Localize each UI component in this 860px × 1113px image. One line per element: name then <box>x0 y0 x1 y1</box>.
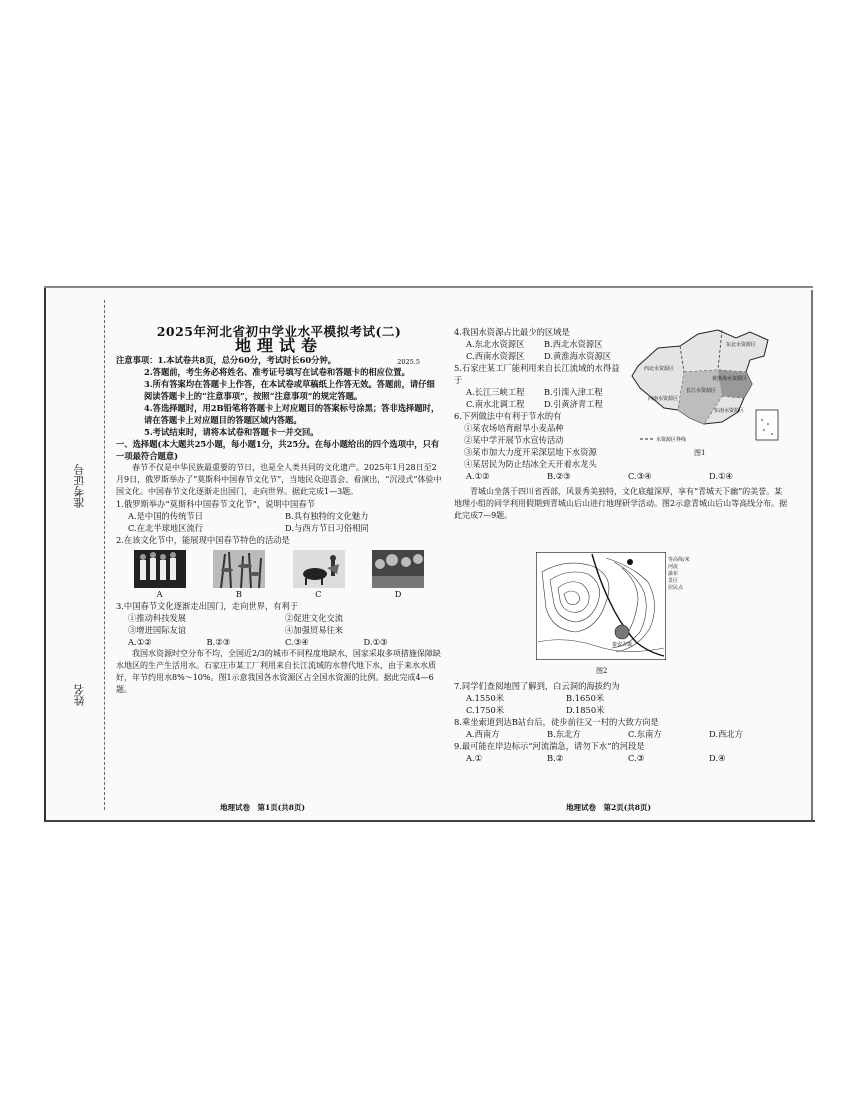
question-1 <box>116 498 442 534</box>
photo-label-d: D <box>394 589 402 599</box>
photo-label-a: A <box>156 589 163 599</box>
name-label: 姓名 <box>73 684 86 706</box>
option-c: C.1750米 <box>466 705 505 715</box>
statement-4: ④加强贸易往来 <box>285 625 344 635</box>
photo-c-bullfight <box>293 550 345 588</box>
note-item: 3.所有答案均在答题卡上作答，在本试卷或草稿纸上作答无效。答题前，请仔细阅读答题卡上的“注意事项”，按照“注意事项”的规定答题。 <box>144 379 435 401</box>
footer-right: 地理试卷 第2页(共8页) <box>566 803 652 812</box>
photo-d-festival <box>372 550 424 588</box>
exam-title: 2025年河北省初中学业水平模拟考试(二) <box>156 324 402 339</box>
legend-item-settlement: 居民点 <box>668 585 684 591</box>
option-d: D.①③ <box>363 637 388 647</box>
option-b: B.②③ <box>547 471 571 481</box>
option-c: C.③ <box>628 753 645 763</box>
option-a: A.是中国的传统节日 <box>128 511 204 521</box>
question-3 <box>116 600 442 648</box>
option-a: A.长江三峡工程 <box>466 387 525 397</box>
region-label-se: 东南水资源区 <box>714 408 745 414</box>
question-9 <box>454 740 790 764</box>
option-c: C.南水北调工程 <box>466 399 525 409</box>
question-8 <box>454 716 790 740</box>
option-a: A.东北水资源区 <box>466 339 525 349</box>
region-label-hhh: 黄淮海水资源区 <box>712 376 748 382</box>
option-d: D.引黄济青工程 <box>544 399 603 409</box>
qingcheng-contour-map <box>536 552 666 660</box>
figure-1-caption: 图1 <box>694 449 706 457</box>
statement-1: ①推动科技发展 <box>128 613 187 623</box>
option-c: C.③④ <box>285 637 309 647</box>
option-b: B.1650米 <box>566 693 605 703</box>
right-page-lower <box>454 680 790 764</box>
note-item: 4.答选择题时，用2B铅笔将答题卡上对应题目的答案标号涂黑；答非选择题时，请在答题卡上对应题目的答题区域内答题。 <box>144 403 440 425</box>
paper-right-edge <box>811 290 813 820</box>
settlement <box>615 625 629 639</box>
option-a: A.1550米 <box>466 693 505 703</box>
region-label-cj: 长江水资源区 <box>686 388 717 394</box>
option-c: C.在北半球地区流行 <box>128 523 204 533</box>
note-item: 5.考试结束时，请将本试卷和答题卡一并交回。 <box>144 427 319 437</box>
option-d: D.①④ <box>709 471 733 481</box>
question-5 <box>454 362 622 410</box>
passage-1: 春节不仅是中华民族最重要的节日，也是全人类共同的文化遗产。2025年1月28日至2月9日，俄罗斯举办了“莫斯科中国春节文化节”，当地民众迎喜会、看演出，“沉浸式”体验中国文化。中国春节文化逐渐走出国门，走向世界。据此完成1—3题。 <box>116 463 442 496</box>
option-b: B.引滦入津工程 <box>544 387 603 397</box>
option-d: D.黄淮海水资源区 <box>544 351 612 361</box>
option-c: C.③④ <box>628 471 652 481</box>
option-d: D.与西方节日习俗相同 <box>285 523 369 533</box>
left-page <box>116 326 442 696</box>
legend-label: 水资源区界线 <box>656 437 687 443</box>
option-b: B.东北方 <box>547 729 581 739</box>
question-4 <box>454 326 622 362</box>
region-label-nw: 西北水资源区 <box>644 366 675 372</box>
option-a: A.① <box>466 753 483 763</box>
option-b: B.②③ <box>206 637 231 647</box>
statement-2: ②某中学开展节水宣传活动 <box>464 435 564 445</box>
statement-2: ②促进文化交流 <box>285 613 344 623</box>
statement-3: ③增进国际友谊 <box>128 625 187 635</box>
south-china-sea-inset <box>756 410 778 440</box>
binding-line <box>104 300 105 810</box>
exam-number-label: 准考证号 <box>73 464 86 508</box>
notes <box>116 354 442 438</box>
question-stem: 5.石家庄某工厂能利用来自长江流域的水得益于 <box>454 363 620 385</box>
question-7 <box>454 680 790 716</box>
photo-label-b: B <box>235 589 242 599</box>
question-stem: 9.最可能在岸边标示“河流湍急，请勿下水”的河段是 <box>454 741 645 751</box>
question-stem: 2.在该文化节中，能展现中国春节特色的活动是 <box>116 535 290 545</box>
footer-left: 地理试卷 第1页(共8页) <box>220 803 306 812</box>
statement-4: ④某居民为防止结冰全天开着水龙头 <box>464 459 597 469</box>
question-stem: 1.俄罗斯举办“莫斯科中国春节文化节”，说明中国春节 <box>116 499 315 509</box>
exam-date: 2025.5 <box>397 358 420 366</box>
subject-title: 地理试卷 <box>234 336 323 355</box>
peak <box>627 559 633 565</box>
option-d: D.西北方 <box>709 729 743 739</box>
china-water-regions-map <box>618 326 790 448</box>
passage-3: 青城山坐落于四川省西部，风景秀美独特，文化底蕴深厚，享有“青城天下幽”的美誉。某地理小组的同学利用假期到青城山后山进行地理研学活动。图2示意青城山后山等高线分布。据此完成7—9题。 <box>454 487 788 520</box>
question-stem: 6.下列做法中有利于节水的有 <box>454 411 562 421</box>
question-stem: 3.中国春节文化逐渐走出国门，走向世界，有利于 <box>116 601 299 611</box>
photo-b-corn <box>213 550 265 588</box>
option-a: A.①② <box>466 471 490 481</box>
binding-margin <box>46 288 118 818</box>
notes-label: 注意事项： <box>116 355 158 365</box>
note-item: 1.本试卷共8页，总分60分，考试时长60分钟。 <box>157 355 337 365</box>
option-b: B.具有独特的文化魅力 <box>285 511 369 521</box>
section-heading: 一、选择题(本大题共25小题，每小题1分，共25分。在每小题给出的四个选项中，只有一项最符合题意) <box>116 439 440 461</box>
question-stem: 4.我国水资源占比最少的区域是 <box>454 327 570 337</box>
option-c: C.西南水资源区 <box>466 351 525 361</box>
region-label-ne: 东北水资源区 <box>726 342 757 348</box>
option-b: B.西北水资源区 <box>544 339 603 349</box>
option-b: B.② <box>547 753 564 763</box>
question-stem: 7.同学们查阅地图了解到，白云洞的海拔约为 <box>454 681 620 691</box>
statement-3: ③某市加大力度开采深层地下水资源 <box>464 447 597 457</box>
legend-item-scenic: 景区 <box>668 578 679 584</box>
question-stem: 8.乘坐索道到达B站台后，徒步前往又一村的大致方向是 <box>454 717 659 727</box>
option-d: D.④ <box>709 753 726 763</box>
passage-2: 我国水资源时空分布不均，全国近2/3的城市不同程度地缺水，国家采取多项措施保障缺水地区的生产生活用水。石家庄市某工厂利用来自长江流域的水替代地下水，由于来水水质好，年节约用水8%～10%。图1示意我国各水资源区占全国水资源的比例。据此完成4—6题。 <box>116 649 441 694</box>
legend-item-contour: 等高线/米 <box>668 557 690 563</box>
option-a: A.西南方 <box>466 729 500 739</box>
option-c: C.东南方 <box>628 729 662 739</box>
option-a: A.①② <box>128 637 152 647</box>
question-2 <box>116 534 442 600</box>
legend-item-river: 河流 <box>668 564 679 570</box>
figure-2-legend <box>668 556 708 654</box>
town-label: 泰安古镇 <box>612 642 633 648</box>
option-d: D.1850米 <box>566 705 605 715</box>
photo-label-c: C <box>315 589 322 599</box>
legend-item-waterfall: 瀑布 <box>668 571 679 577</box>
region-label-sw: 西南水资源区 <box>648 396 679 402</box>
statement-1: ①某农场培育耐旱小麦品种 <box>464 423 564 433</box>
photo-a-dancers <box>134 550 186 588</box>
figure-2-caption: 图2 <box>596 667 608 675</box>
note-item: 2.答题前，考生务必将姓名、准考证号填写在试卷和答题卡的相应位置。 <box>144 367 410 377</box>
